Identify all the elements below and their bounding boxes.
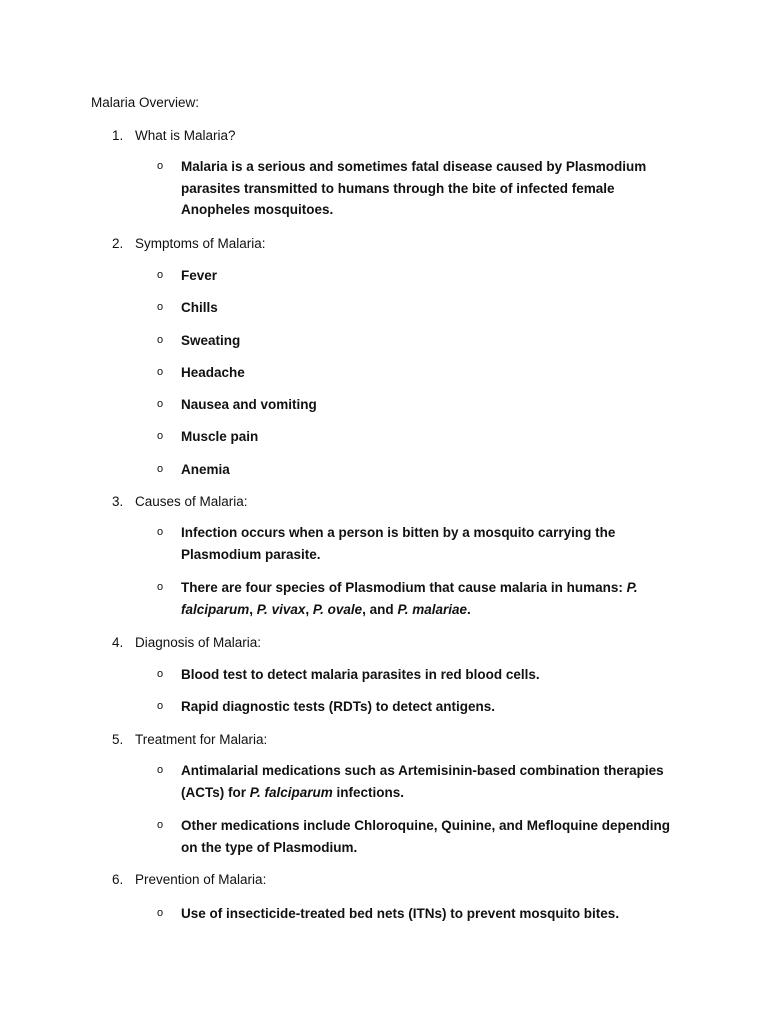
section-title: What is Malaria? (135, 128, 236, 143)
list-item-text (181, 297, 681, 319)
section-title: Symptoms of Malaria: (135, 236, 266, 251)
text-segment: Use of insecticide-treated bed nets (ITNs) to prevent mosquito bites. (181, 906, 620, 921)
list-item-text (181, 903, 681, 925)
text-segment: Nausea and vomiting (181, 397, 317, 412)
section-heading (0, 731, 768, 751)
bullet-marker: o (157, 668, 164, 680)
species-name: P. vivax (256, 601, 306, 617)
list-item-text (181, 577, 681, 620)
species-name: P. falciparum (249, 784, 333, 800)
bullet-marker: o (157, 301, 164, 313)
section-title: Treatment for Malaria: (135, 732, 268, 747)
text-segment: Anemia (181, 462, 230, 477)
text-segment: , and (362, 601, 398, 617)
bullet-marker: o (157, 463, 164, 475)
section-number: 1. (112, 128, 124, 143)
list-item-text (181, 156, 681, 221)
text-segment: Chills (181, 300, 218, 315)
list-item-text (181, 760, 681, 803)
text-segment: Rapid diagnostic tests (RDTs) to detect antigens. (181, 699, 496, 714)
text-segment: , (249, 601, 257, 617)
bullet-marker: o (157, 398, 164, 410)
list-item-text (181, 522, 681, 565)
list-item-text (181, 394, 681, 416)
species-name: P. falciparum (181, 580, 638, 617)
text-segment: Antimalarial medications such as Artemisinin-based combination therapies (ACTs) for (181, 763, 664, 800)
text-segment: Headache (181, 365, 245, 380)
list-item-text (181, 696, 681, 718)
species-name: P. malariae (397, 601, 467, 617)
list-item-text (181, 330, 681, 352)
text-segment: Sweating (181, 333, 241, 348)
species-name: P. ovale (312, 601, 363, 617)
list-item-text (181, 265, 681, 287)
list-item-text (181, 362, 681, 384)
bullet-marker: o (157, 430, 164, 442)
bullet-marker: o (157, 907, 164, 919)
text-segment: Malaria is a serious and sometimes fatal disease caused by Plasmodium parasites transmitted to humans through the bite of infected female Anopheles mosquitoes. (181, 159, 647, 217)
section-title: Diagnosis of Malaria: (135, 635, 262, 650)
bullet-marker: o (157, 334, 164, 346)
section-number: 6. (112, 872, 124, 887)
section-heading (0, 235, 768, 255)
bullet-marker: o (157, 269, 164, 281)
section-number: 2. (112, 236, 124, 251)
section-heading (0, 493, 768, 513)
section-number: 3. (112, 494, 124, 509)
bullet-marker: o (157, 526, 164, 538)
text-segment: , (305, 601, 313, 617)
text-segment: Muscle pain (181, 429, 259, 444)
section-heading (0, 127, 768, 147)
text-segment: There are four species of Plasmodium that cause malaria in humans: (181, 580, 627, 595)
bullet-marker: o (157, 700, 164, 712)
text-segment: Blood test to detect malaria parasites in red blood cells. (181, 667, 540, 682)
bullet-marker: o (157, 581, 164, 593)
list-item-text (181, 459, 681, 481)
bullet-marker: o (157, 764, 164, 776)
section-title: Prevention of Malaria: (135, 872, 267, 887)
bullet-marker: o (157, 160, 164, 172)
document-title: Malaria Overview: (91, 95, 200, 110)
text-segment: Other medications include Chloroquine, Quinine, and Mefloquine depending on the type of Plasmodium. (181, 818, 671, 855)
bullet-marker: o (157, 366, 164, 378)
text-segment: Infection occurs when a person is bitten by a mosquito carrying the Plasmodium parasite. (181, 525, 616, 562)
list-item-text (181, 815, 681, 858)
section-title: Causes of Malaria: (135, 494, 248, 509)
section-heading (0, 634, 768, 654)
section-number: 4. (112, 635, 124, 650)
text-segment: Fever (181, 268, 218, 283)
list-item-text (181, 664, 681, 686)
text-segment: . (467, 601, 471, 617)
section-heading (0, 871, 768, 891)
text-segment: infections. (332, 784, 405, 800)
section-number: 5. (112, 732, 124, 747)
list-item-text (181, 426, 681, 448)
bullet-marker: o (157, 819, 164, 831)
